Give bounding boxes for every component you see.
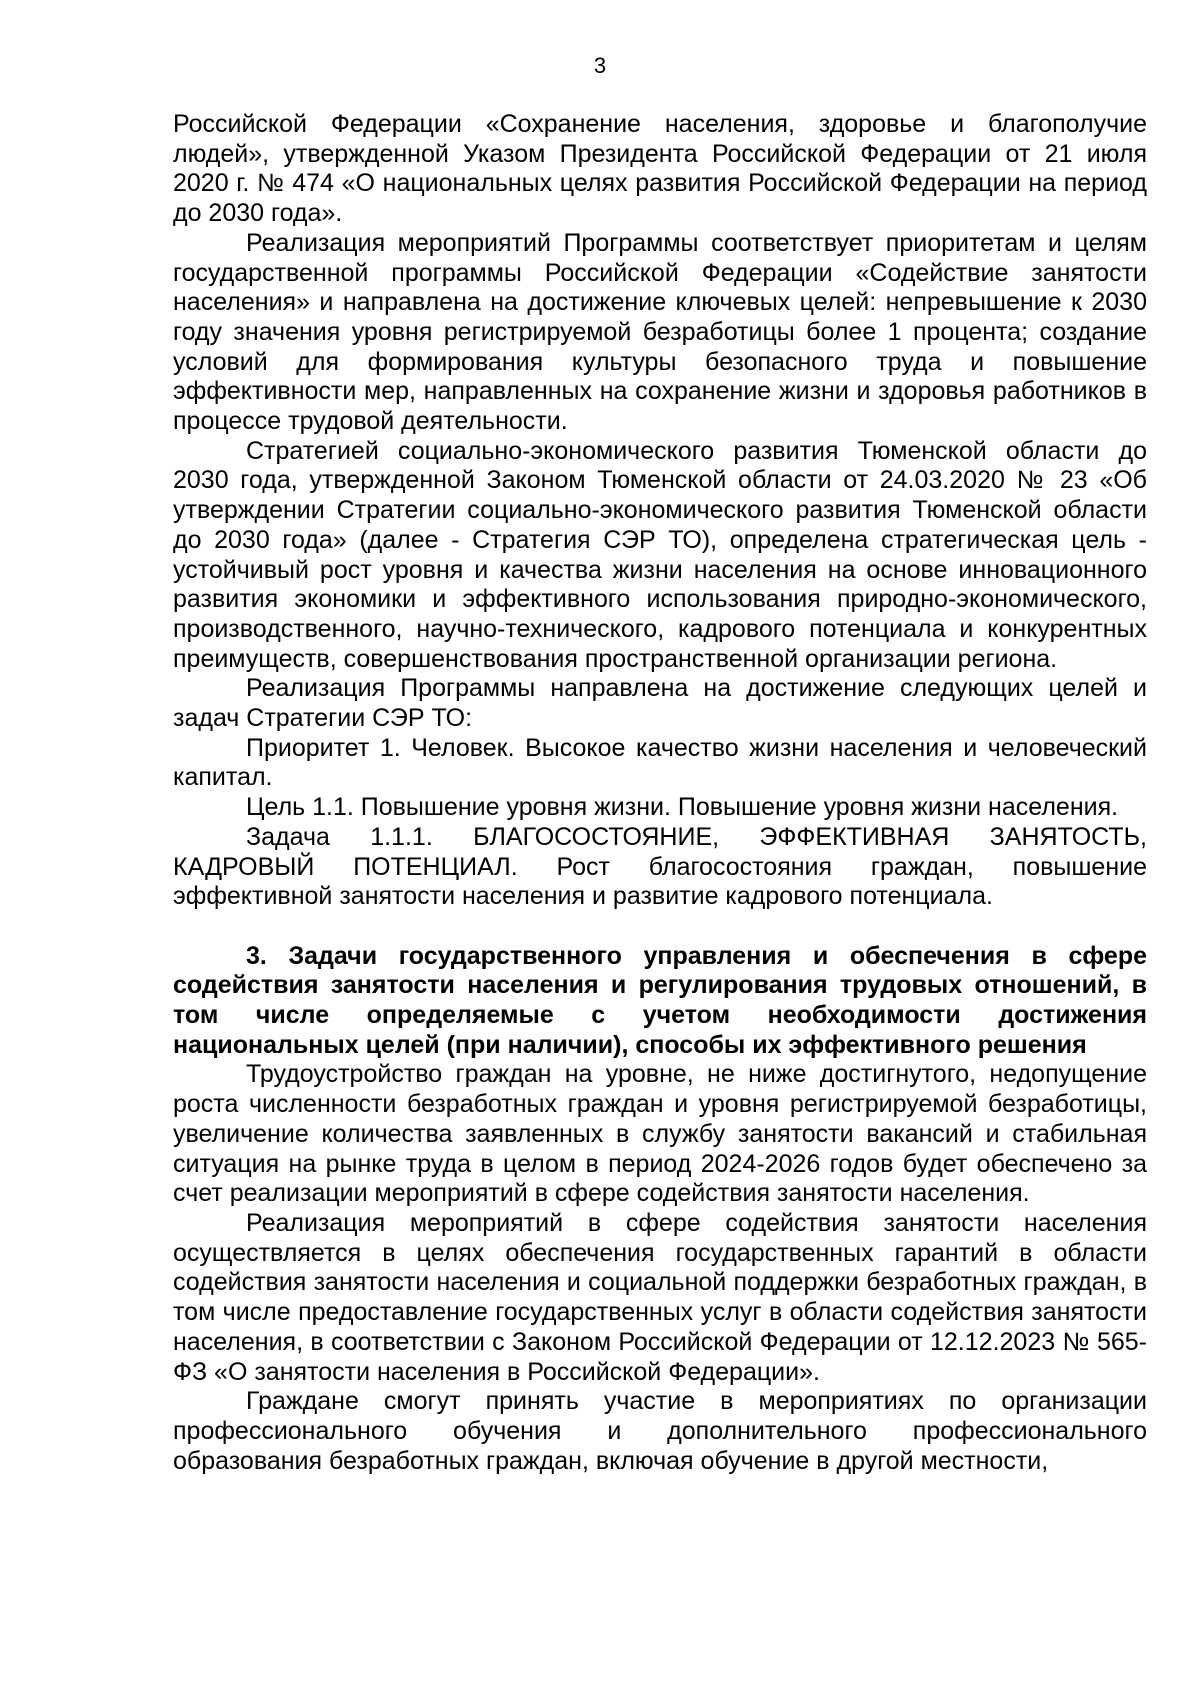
paragraph: Реализация мероприятий Программы соответствует приоритетам и целям государственной программы Российской Федерации «Содействие занятости населения» и направлена на достижение ключевых целей: непревышение к 2030 году значения уровня регистрируемой безработицы более 1 процента; создание условий для формирования культуры безопасного труда и повышение эффективности мер, направленных на сохранение жизни и здоровья работников в процессе трудовой деятельности. <box>173 228 1147 436</box>
paragraph: Граждане смогут принять участие в мероприятиях по организации профессионального обучения и дополнительного профессионального образования безработных граждан, включая обучение в другой местности, <box>173 1387 1147 1475</box>
paragraph: Трудоустройство граждан на уровне, не ниже достигнутого, недопущение роста численности безработных граждан и уровня регистрируемой безработицы, увеличение количества заявленных в службу занятости вакансий и стабильная ситуация на рынке труда в целом в период 2024-2026 годов будет обеспечено за счет реализации мероприятий в сфере содействия занятости населения. <box>173 1060 1147 1208</box>
section-heading: 3. Задачи государственного управления и обеспечения в сфере содействия занятости населения и регулирования трудовых отношений, в том числе определяемые с учетом необходимости достижения национальных целей (при наличии), способы их эффективного решения <box>173 941 1147 1059</box>
paragraph: Реализация мероприятий в сфере содействия занятости населения осуществляется в целях обеспечения государственных гарантий в области содействия занятости населения и социальной поддержки безработных граждан, в том числе предоставление государственных услуг в области содействия занятости населения, в соответствии с Законом Российской Федерации от 12.12.2023 № 565-ФЗ «О занятости населения в Российской Федерации». <box>173 1209 1147 1386</box>
document-body <box>173 110 1147 1476</box>
page-number: 3 <box>593 53 607 78</box>
paragraph: Стратегией социально-экономического развития Тюменской области до 2030 года, утвержденной Законом Тюменской области от 24.03.2020 № 23 «Об утверждении Стратегии социально-экономического развития Тюменской области до 2030 года» (далее - Стратегия СЭР ТО), определена стратегическая цель - устойчивый рост уровня и качества жизни населения на основе инновационного развития экономики и эффективного использования природно-экономического, производственного, научно-технического, кадрового потенциала и конкурентных преимуществ, совершенствования пространственной организации региона. <box>173 436 1147 673</box>
paragraph: Приоритет 1. Человек. Высокое качество жизни населения и человеческий капитал. <box>173 733 1147 792</box>
paragraph: Задача 1.1.1. БЛАГОСОСТОЯНИЕ, ЭФФЕКТИВНАЯ ЗАНЯТОСТЬ, КАДРОВЫЙ ПОТЕНЦИАЛ. Рост благосостояния граждан, повышение эффективной занятости населения и развитие кадрового потенциала. <box>173 822 1147 911</box>
paragraph: Реализация Программы направлена на достижение следующих целей и задач Стратегии СЭР ТО: <box>173 674 1147 733</box>
paragraph: Российской Федерации «Сохранение населения, здоровье и благополучие людей», утвержденной Указом Президента Российской Федерации от 21 июля 2020 г. № 474 «О национальных целях развития Российской Федерации на период до 2030 года». <box>173 110 1147 228</box>
paragraph: Цель 1.1. Повышение уровня жизни. Повышение уровня жизни населения. <box>246 793 1119 822</box>
